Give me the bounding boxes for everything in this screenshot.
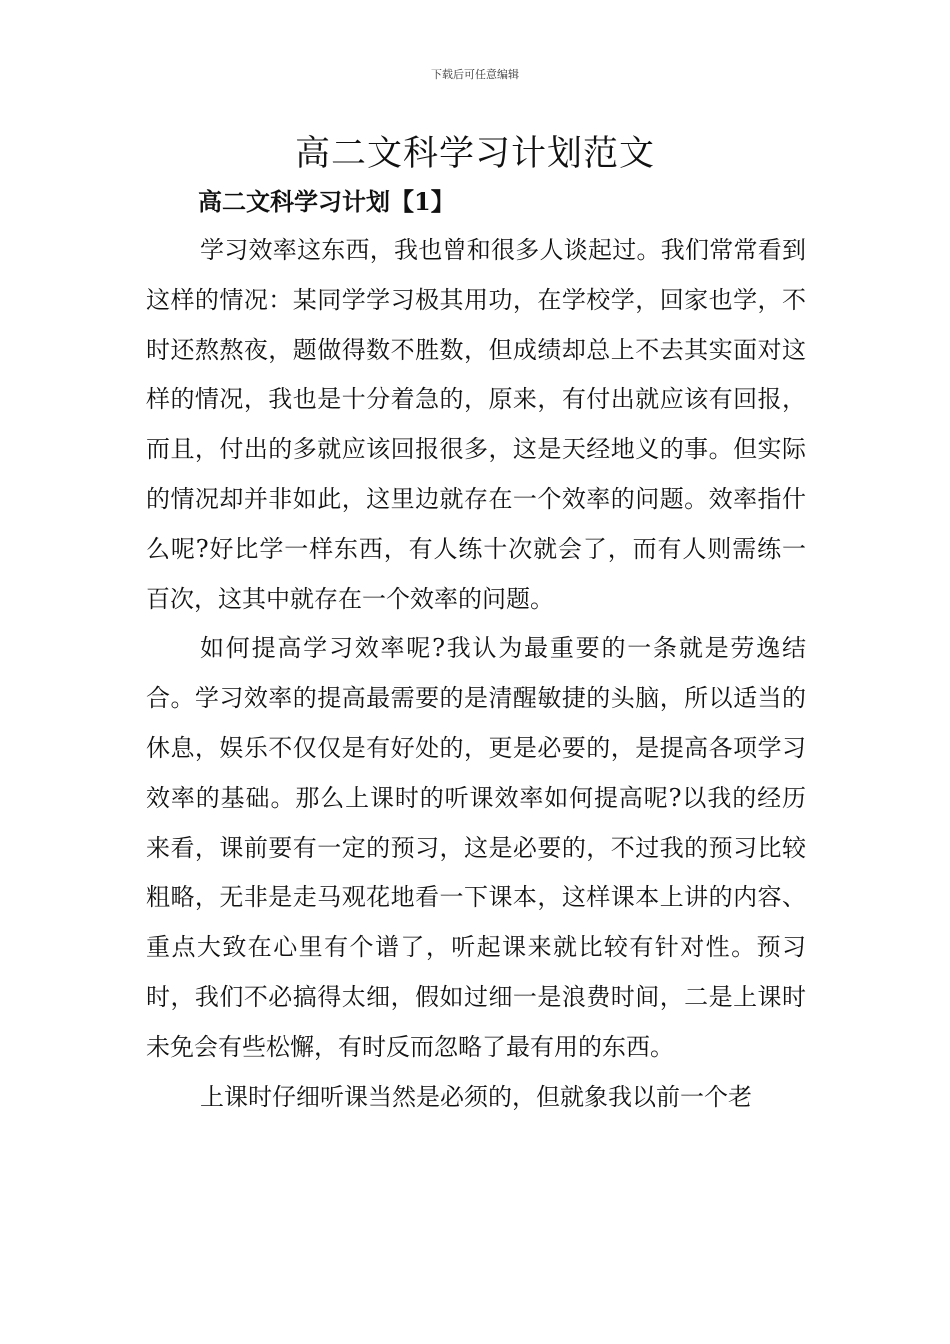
section-subtitle: 高二文科学习计划【1】 — [198, 187, 455, 216]
paragraph: 如何提高学习效率呢?我认为最重要的一条就是劳逸结合。学习效率的提高最需要的是清醒敏捷的头脑，所以适当的休息，娱乐不仅仅是有好处的，更是必要的，是提高各项学习效率的基础。那么上课时的听课效率如何提高呢?以我的经历来看，课前要有一定的预习，这是必要的，不过我的预习比较粗略，无非是走马观花地看一下课本，这样课本上讲的内容、重点大致在心里有个谱了，听起课来就比较有针对性。预习时，我们不必搞得太细，假如过细一是浪费时间，二是上课时未免会有些松懈，有时反而忽略了最有用的东西。 — [146, 634, 806, 1061]
page-title: 高二文科学习计划范文 — [294, 134, 655, 174]
document-body — [146, 226, 806, 1122]
paragraph: 上课时仔细听课当然是必须的，但就象我以前一个老 — [200, 1082, 752, 1111]
paragraph: 学习效率这东西，我也曾和很多人谈起过。我们常常看到这样的情况：某同学学习极其用功，在学校学，回家也学，不时还熬熬夜，题做得数不胜数，但成绩却总上不去其实面对这样的情况，我也是十分着急的，原来，有付出就应该有回报，而且，付出的多就应该回报很多，这是天经地义的事。但实际的情况却并非如此，这里边就存在一个效率的问题。效率指什么呢?好比学一样东西，有人练十次就会了，而有人则需练一百次，这其中就存在一个效率的问题。 — [146, 236, 806, 613]
header-note: 下载后可任意编辑 — [431, 68, 519, 81]
